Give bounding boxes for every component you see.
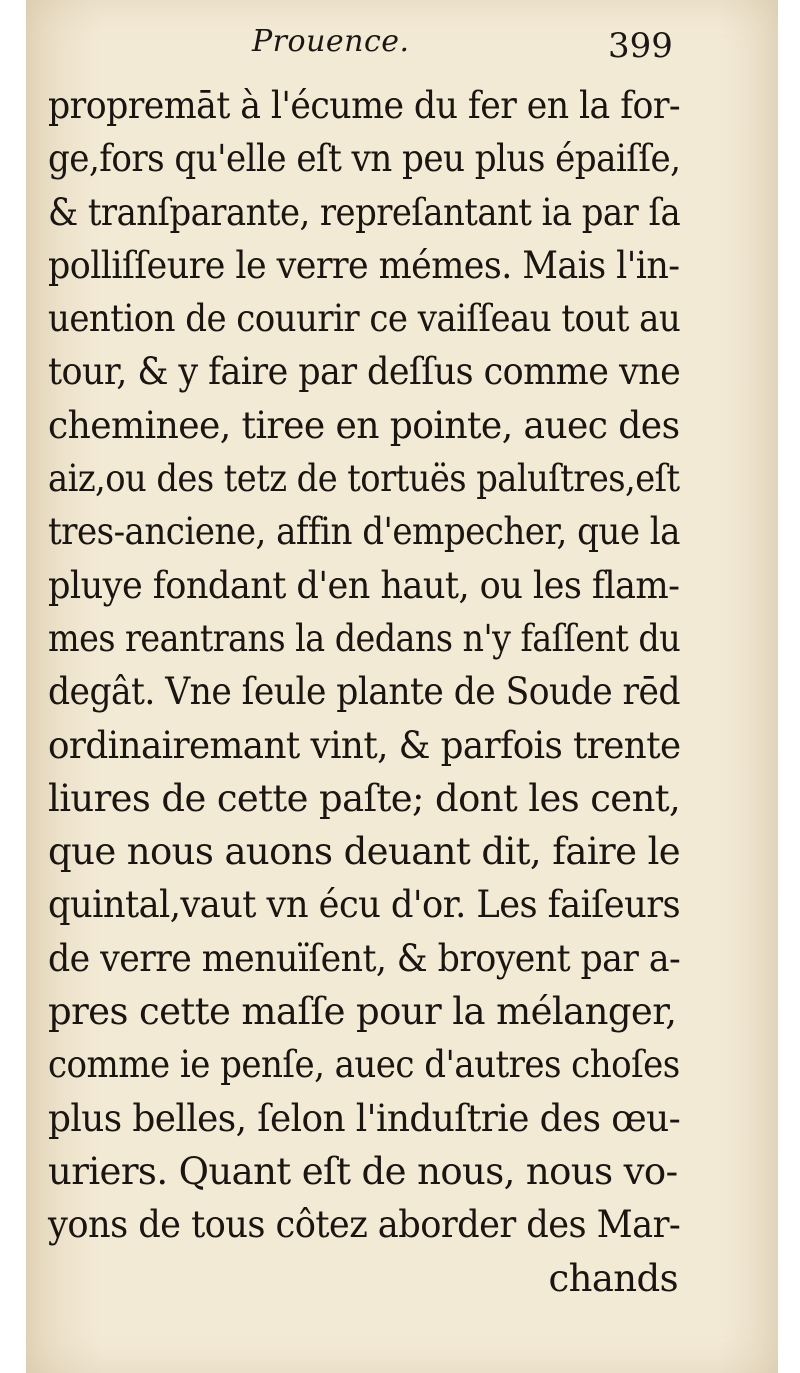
page-header: [26, 14, 778, 74]
body-text: [48, 79, 680, 1305]
text-line: liures de cette paſte; dont les cent,: [48, 776, 681, 820]
page-number: 399: [608, 26, 673, 66]
text-line: & tranſparante, repreſantant ia par ſa: [48, 190, 681, 234]
text-line: aiz,ou des tetz de tortuës paluſtres,eſt: [48, 457, 680, 501]
text-line: degât. Vne ſeule plante de Soude rēd: [48, 670, 680, 714]
text-line: que nous auons deuant dit, faire le: [48, 830, 681, 874]
text-line: pres cette maſſe pour la mélanger,: [48, 990, 677, 1034]
text-line: polliſſeure le verre mémes. Mais l'in-: [48, 243, 680, 287]
text-line: tour, & y faire par deſſus comme vne: [48, 350, 681, 394]
text-line: ordinairemant vint, & parfois trente: [48, 723, 681, 767]
text-line: uention de couurir ce vaiſſeau tout au: [48, 297, 681, 341]
text-line: propremāt à l'écume du fer en la for-: [48, 84, 681, 127]
text-line: cheminee, tiree en pointe, auec des: [48, 403, 680, 447]
text-line: yons de tous côtez aborder des Mar-: [48, 1203, 681, 1247]
text-line: quintal,vaut vn écu d'or. Les faiſeurs: [48, 883, 681, 927]
text-line: plus belles, ſelon l'induſtrie des œu-: [48, 1096, 681, 1140]
text-line: comme ie penſe, auec d'autres choſes: [48, 1043, 680, 1087]
text-line: mes reantrans la dedans n'y faſſent du: [48, 616, 681, 660]
text-line: tres-anciene, affin d'empecher, que la: [48, 510, 680, 554]
catchword: chands: [548, 1256, 678, 1300]
text-line: pluye fondant d'en haut, ou les flam-: [48, 563, 680, 607]
text-line: ge,fors qu'elle eſt vn peu plus épaiſſe,: [48, 137, 681, 181]
text-line: uriers. Quant eſt de nous, nous vo-: [48, 1149, 678, 1193]
text-line: de verre menuïſent, & broyent par a-: [48, 936, 681, 980]
book-page: [26, 0, 778, 1373]
running-head: Prouence.: [252, 24, 410, 59]
